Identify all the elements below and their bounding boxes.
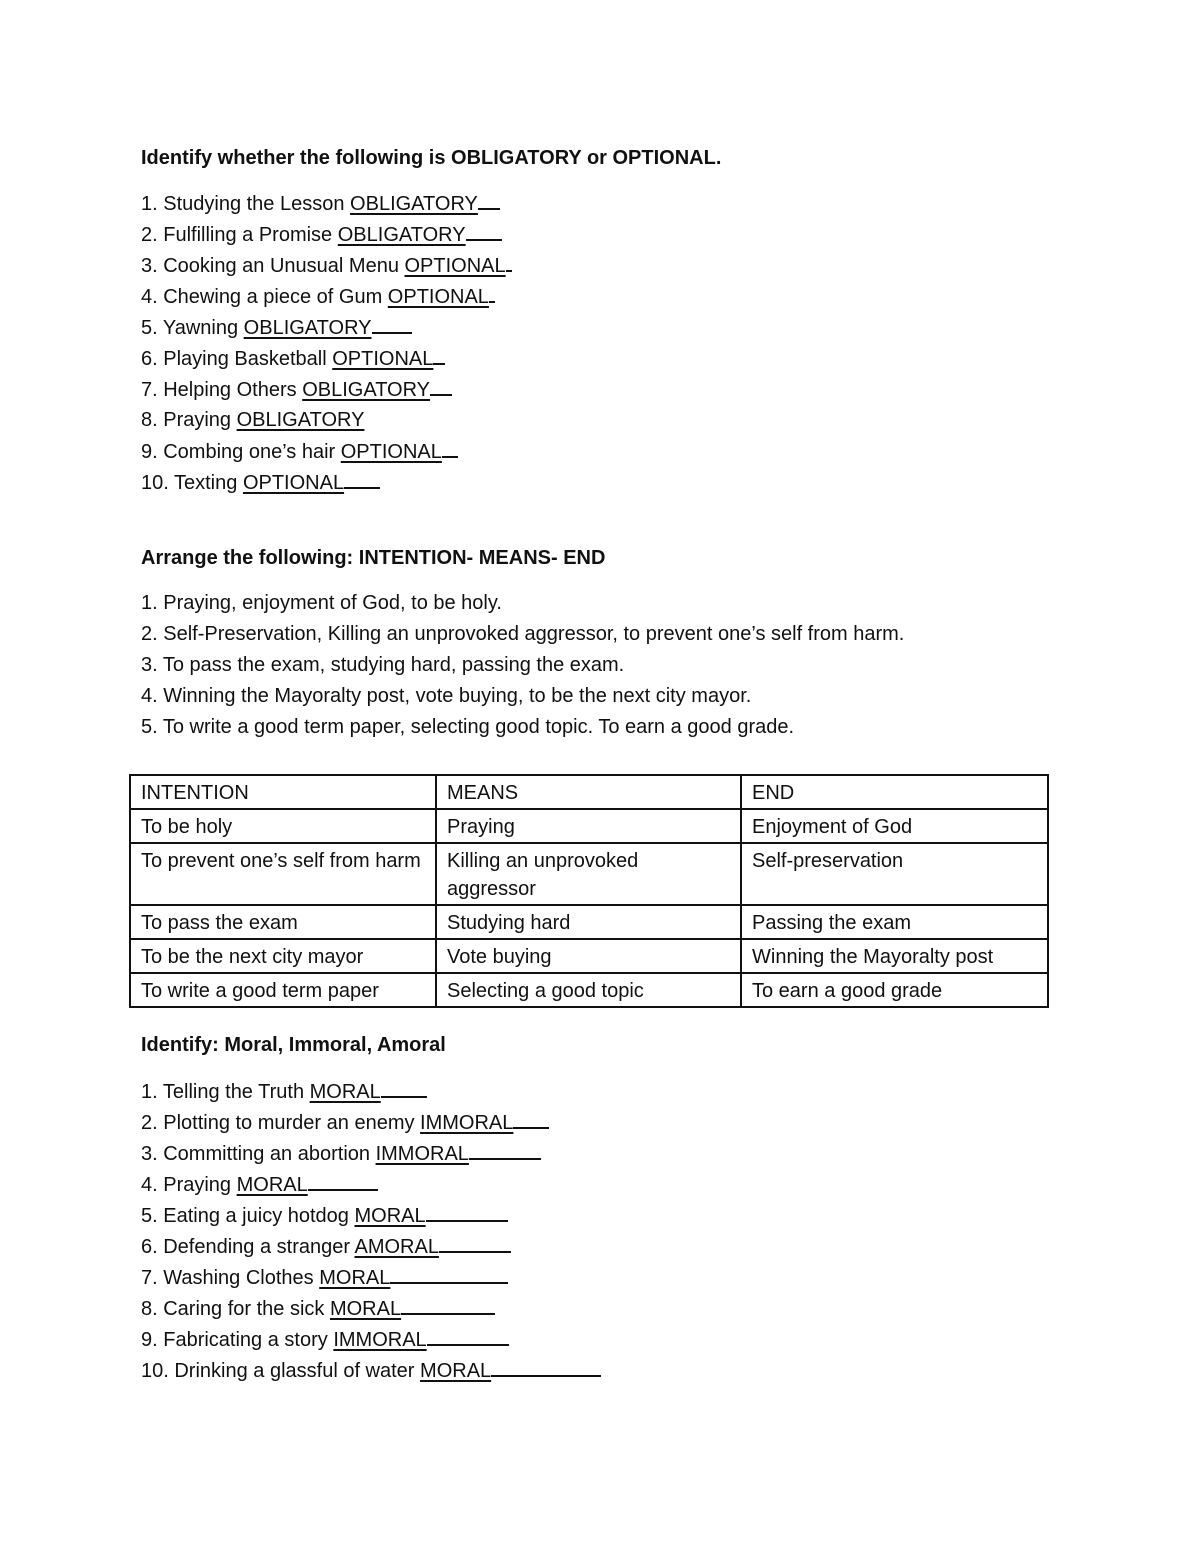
list-item (141, 252, 512, 279)
item-answer: IMMORAL (375, 1143, 469, 1165)
answer-blank (478, 190, 500, 210)
list-item: 5. To write a good term paper, selecting good topic. To earn a good grade. (141, 716, 795, 738)
list-item (141, 314, 412, 341)
item-answer: OPTIONAL (404, 255, 506, 277)
item-answer: MORAL (329, 1298, 402, 1320)
answer-blank (308, 1171, 378, 1191)
item-answer: MORAL (319, 1267, 391, 1289)
item-text: 8. Praying (141, 409, 237, 431)
section3-heading: Identify: Moral, Immoral, Amoral (141, 1034, 446, 1056)
table-cell: Enjoyment of God (741, 809, 1048, 843)
list-item (141, 1171, 378, 1198)
answer-blank (489, 283, 495, 303)
item-text: 4. Praying (141, 1174, 237, 1196)
item-text: 8. Caring for the sick (141, 1298, 330, 1320)
section2-heading: Arrange the following: INTENTION- MEANS- END (141, 547, 606, 569)
table-cell: To earn a good grade (741, 973, 1048, 1007)
list-item (141, 283, 495, 310)
item-text: 6. Playing Basketball (141, 348, 333, 370)
answer-blank (372, 314, 412, 334)
list-item (141, 407, 364, 433)
item-text: 10. Texting (141, 472, 243, 494)
answer-blank (430, 376, 452, 396)
item-text: 5. Yawning (141, 317, 244, 339)
table-header-row (130, 775, 1048, 809)
item-answer: OPTIONAL (242, 472, 345, 494)
item-text: 5. Eating a juicy hotdog (141, 1205, 355, 1227)
answer-blank (390, 1264, 508, 1284)
item-text: 1. Telling the Truth (141, 1081, 310, 1103)
list-item: 2. Self-Preservation, Killing an unprovoked aggressor, to prevent one’s self from harm. (141, 623, 905, 645)
item-answer: IMMORAL (333, 1329, 427, 1351)
answer-blank (426, 1202, 508, 1222)
item-text: 7. Helping Others (141, 379, 303, 401)
table-cell: Praying (436, 809, 741, 843)
answer-blank (401, 1295, 495, 1315)
list-item (141, 1264, 508, 1291)
item-text: 6. Defending a stranger (141, 1236, 355, 1258)
item-answer: OPTIONAL (340, 441, 442, 463)
item-text: 3. Cooking an Unusual Menu (141, 255, 405, 277)
item-text: 2. Plotting to murder an enemy (141, 1112, 421, 1134)
column-header: INTENTION (130, 775, 436, 809)
item-text: 2. Fulfilling a Promise (141, 224, 338, 246)
table-cell: To pass the exam (130, 905, 436, 939)
item-text: 9. Fabricating a story (141, 1329, 334, 1351)
table-cell: To be holy (130, 809, 436, 843)
item-answer: MORAL (354, 1205, 426, 1227)
list-item (141, 1140, 541, 1167)
table-cell: Selecting a good topic (436, 973, 741, 1007)
table-row (130, 939, 1048, 973)
table-row (130, 843, 1048, 905)
list-item (141, 1357, 601, 1384)
intention-means-end-table (129, 774, 1049, 1008)
answer-blank (466, 221, 502, 241)
table-cell: Self-preservation (741, 843, 1048, 905)
table-cell: Studying hard (436, 905, 741, 939)
list-item (141, 438, 458, 465)
answer-blank (427, 1326, 509, 1346)
section1-heading: Identify whether the following is OBLIGATORY or OPTIONAL. (141, 147, 722, 169)
table-cell: Killing an unprovoked aggressor (436, 843, 741, 905)
item-answer: IMMORAL (420, 1112, 514, 1134)
table-cell: Passing the exam (741, 905, 1048, 939)
list-item (141, 221, 502, 248)
item-text: 7. Washing Clothes (141, 1267, 320, 1289)
item-answer: OBLIGATORY (337, 224, 466, 246)
list-item (141, 190, 500, 217)
item-answer: OBLIGATORY (243, 317, 372, 339)
item-answer: OBLIGATORY (236, 409, 365, 431)
answer-blank (491, 1357, 601, 1377)
item-text: 10. Drinking a glassful of water (141, 1360, 421, 1382)
item-answer: AMORAL (354, 1236, 439, 1258)
item-answer: MORAL (420, 1360, 492, 1382)
answer-blank (433, 345, 445, 365)
table-row (130, 809, 1048, 843)
column-header: MEANS (436, 775, 741, 809)
answer-blank (442, 438, 458, 458)
item-text: 4. Chewing a piece of Gum (141, 286, 388, 308)
table-cell: To be the next city mayor (130, 939, 436, 973)
table-cell: To write a good term paper (130, 973, 436, 1007)
list-item (141, 1202, 508, 1229)
item-answer: OBLIGATORY (302, 379, 431, 401)
column-header: END (741, 775, 1048, 809)
table-cell: To prevent one’s self from harm (130, 843, 436, 905)
item-answer: OBLIGATORY (350, 193, 478, 215)
list-item: 1. Praying, enjoyment of God, to be holy. (141, 592, 502, 614)
item-answer: OPTIONAL (332, 348, 434, 370)
answer-blank (344, 469, 380, 489)
list-item (141, 469, 380, 496)
item-text: 1. Studying the Lesson (141, 193, 351, 215)
list-item (141, 1078, 427, 1105)
list-item (141, 1295, 495, 1322)
item-text: 9. Combing one’s hair (141, 441, 341, 463)
item-answer: OPTIONAL (387, 286, 489, 308)
list-item (141, 1109, 549, 1136)
answer-blank (513, 1109, 549, 1129)
answer-blank (439, 1233, 511, 1253)
table-cell: Vote buying (436, 939, 741, 973)
list-item: 4. Winning the Mayoralty post, vote buying, to be the next city mayor. (141, 685, 752, 707)
item-text: 3. Committing an abortion (141, 1143, 376, 1165)
list-item (141, 345, 445, 372)
answer-blank (381, 1078, 427, 1098)
item-answer: MORAL (236, 1174, 308, 1196)
item-answer: MORAL (309, 1081, 381, 1103)
list-item (141, 1233, 511, 1260)
table-cell: Winning the Mayoralty post (741, 939, 1048, 973)
list-item (141, 376, 452, 403)
answer-blank (506, 252, 512, 272)
list-item: 3. To pass the exam, studying hard, passing the exam. (141, 654, 625, 676)
answer-blank (469, 1140, 541, 1160)
list-item (141, 1326, 509, 1353)
table-row (130, 973, 1048, 1007)
table-row (130, 905, 1048, 939)
